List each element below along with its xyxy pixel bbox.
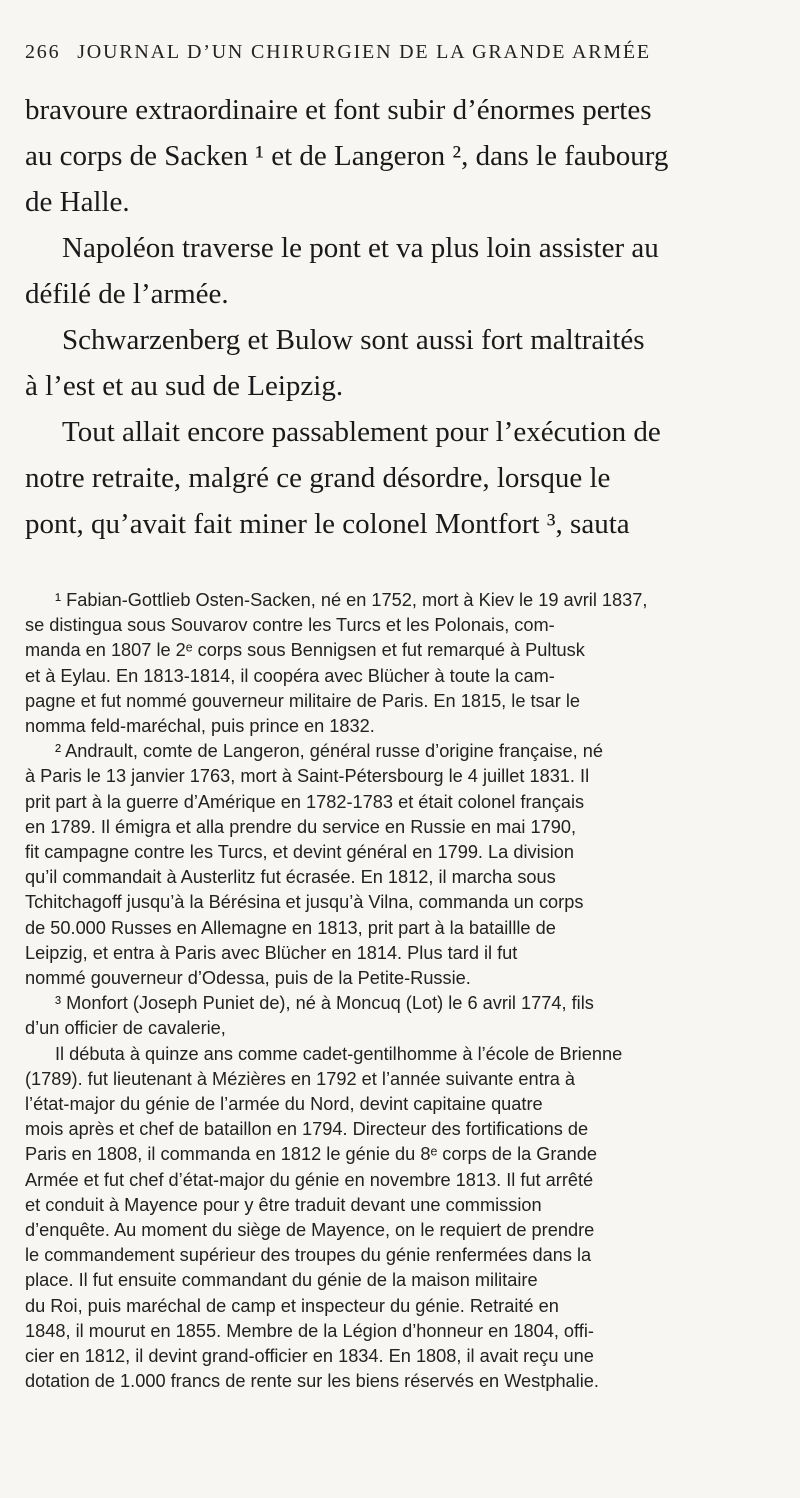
footnote-line: Leipzig, et entra à Paris avec Blücher en 1814. Plus tard il fut [25, 942, 518, 963]
text-line: Napoléon traverse le pont et va plus loin assister au [62, 232, 659, 264]
text-line: bravoure extraordinaire et font subir d’énormes pertes [25, 94, 652, 126]
footnote-line: 1848, il mourut en 1855. Membre de la Légion d’honneur en 1804, offi- [25, 1320, 594, 1341]
footnote-line: Paris en 1808, il commanda en 1812 le génie du 8ᵉ corps de la Grande [25, 1144, 597, 1165]
footnote-line: en 1789. Il émigra et alla prendre du service en Russie en mai 1790, [25, 816, 576, 837]
page-number: 266 [25, 41, 61, 63]
footnote-line: nommé gouverneur d’Odessa, puis de la Petite-Russie. [25, 968, 471, 989]
main-text [25, 87, 787, 547]
footnote-line: se distingua sous Souvarov contre les Turcs et les Polonais, com- [25, 615, 555, 636]
footnote-line: et conduit à Mayence pour y être traduit devant une commission [25, 1194, 542, 1215]
text-line: pont, qu’avait fait miner le colonel Montfort ³, sauta [25, 508, 630, 540]
footnote-line: l’état-major du génie de l’armée du Nord, devint capitaine quatre [25, 1094, 543, 1115]
footnotes [25, 588, 787, 1395]
running-title: JOURNAL D’UN CHIRURGIEN DE LA GRANDE ARMÉE [77, 41, 651, 63]
running-header [25, 41, 785, 64]
text-line: notre retraite, malgré ce grand désordre, lorsque le [25, 462, 611, 494]
text-line: Schwarzenberg et Bulow sont aussi fort maltraités [62, 324, 645, 356]
footnote-line: à Paris le 13 janvier 1763, mort à Saint-Pétersbourg le 4 juillet 1831. Il [25, 766, 590, 787]
footnote-line: de 50.000 Russes en Allemagne en 1813, prit part à la bataillle de [25, 917, 556, 938]
footnote-line: le commandement supérieur des troupes du génie renfermées dans la [25, 1245, 592, 1266]
footnote-line: d’enquête. Au moment du siège de Mayence, on le requiert de prendre [25, 1220, 595, 1241]
footnote-line: Armée et fut chef d’état-major du génie en novembre 1813. Il fut arrêté [25, 1169, 594, 1190]
footnote-line: ² Andrault, comte de Langeron, général russe d’origine française, né [55, 741, 603, 762]
footnote-line: (1789). fut lieutenant à Mézières en 1792 et l’année suivante entra à [25, 1068, 576, 1089]
footnote-line: manda en 1807 le 2ᵉ corps sous Bennigsen et fut remarqué à Pultusk [25, 640, 585, 661]
footnote-line: d’un officier de cavalerie, [25, 1018, 226, 1039]
footnote-line: place. Il fut ensuite commandant du génie de la maison militaire [25, 1270, 538, 1291]
footnote-line: ¹ Fabian-Gottlieb Osten-Sacken, né en 1752, mort à Kiev le 19 avril 1837, [55, 590, 648, 610]
text-line: Tout allait encore passablement pour l’exécution de [62, 416, 661, 448]
text-line: défilé de l’armée. [25, 278, 229, 310]
footnote-line: dotation de 1.000 francs de rente sur les biens réservés en Westphalie. [25, 1371, 599, 1392]
footnote-line: pagne et fut nommé gouverneur militaire de Paris. En 1815, le tsar le [25, 690, 581, 711]
text-line: à l’est et au sud de Leipzig. [25, 370, 344, 402]
footnote-line: nomma feld-maréchal, puis prince en 1832. [25, 716, 375, 737]
text-line: au corps de Sacken ¹ et de Langeron ², dans le faubourg [25, 140, 669, 172]
footnote-line: et à Eylau. En 1813-1814, il coopéra avec Blücher à toute la cam- [25, 665, 555, 686]
footnote-line: du Roi, puis maréchal de camp et inspecteur du génie. Retraité en [25, 1295, 559, 1316]
footnote-line: qu’il commandait à Austerlitz fut écrasée. En 1812, il marcha sous [25, 867, 556, 888]
footnote-line: Tchitchagoff jusqu’à la Bérésina et jusqu’à Vilna, commanda un corps [25, 892, 584, 913]
footnote-line: mois après et chef de bataillon en 1794. Directeur des fortifications de [25, 1119, 589, 1140]
footnote-line: fit campagne contre les Turcs, et devint général en 1799. La division [25, 842, 574, 863]
footnote-line: ³ Monfort (Joseph Puniet de), né à Moncuq (Lot) le 6 avril 1774, fils [55, 993, 594, 1014]
footnote-line: Il débuta à quinze ans comme cadet-gentilhomme à l’école de Brienne [55, 1043, 623, 1064]
text-line: de Halle. [25, 186, 130, 218]
footnote-line: prit part à la guerre d’Amérique en 1782-1783 et était colonel français [25, 791, 585, 812]
footnote-line: cier en 1812, il devint grand-officier en 1834. En 1808, il avait reçu une [25, 1346, 594, 1367]
